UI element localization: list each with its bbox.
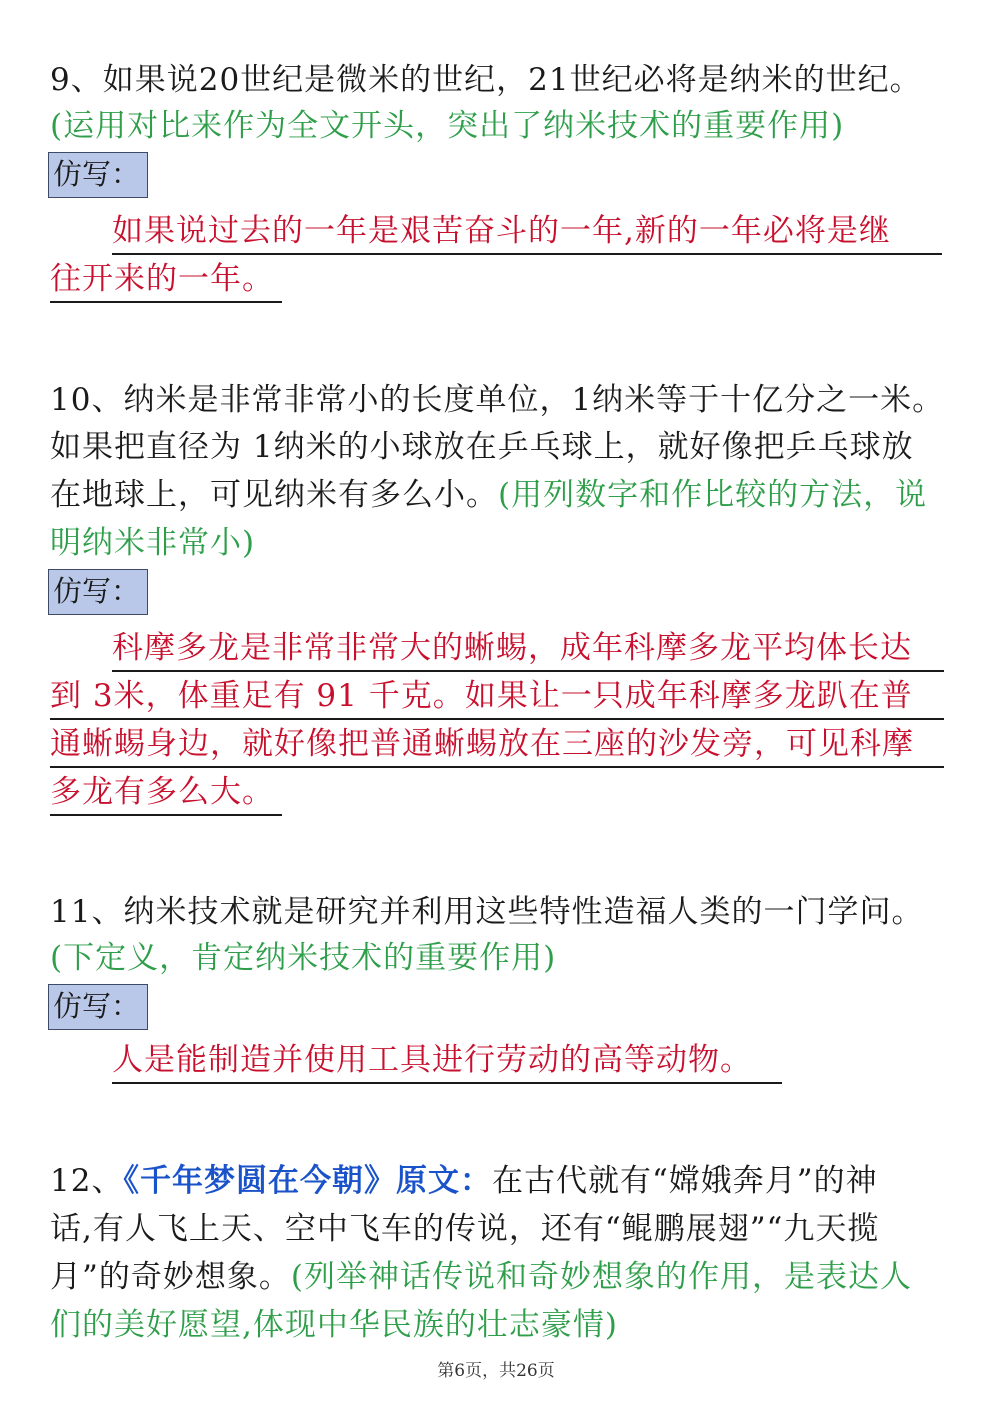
item9-imitation-label: 仿写：: [48, 152, 148, 198]
item12-line2: 话,有人飞上天、空中飞车的传说，还有“鲲鹏展翅”“九天揽: [50, 1211, 880, 1247]
item10-note-cont: 明纳米非常小): [50, 525, 256, 561]
item9-sentence: 9、如果说20世纪是微米的世纪，21世纪必将是纳米的世纪。: [50, 62, 922, 98]
item10-answer-line1: 科摩多龙是非常非常大的蜥蜴，成年科摩多龙平均体长达: [112, 624, 944, 672]
item11-imitation-label: 仿写：: [48, 984, 148, 1030]
item9-answer-line1: 如果说过去的一年是艰苦奋斗的一年,新的一年必将是继: [112, 207, 942, 255]
item10-line3: 在地球上，可见纳米有多么小。(用列数字和作比较的方法，说: [50, 477, 928, 513]
item11-answer: 人是能制造并使用工具进行劳动的高等动物。: [112, 1036, 782, 1084]
item10-line2: 如果把直径为 1纳米的小球放在乒乓球上，就好像把乒乓球放: [50, 429, 914, 465]
page-footer: 第6页，共26页: [437, 1361, 555, 1381]
item10-answer-line4: 多龙有多么大。: [50, 768, 282, 816]
item9-note: (运用对比来作为全文开头，突出了纳米技术的重要作用): [50, 108, 845, 144]
item10-imitation-label: 仿写：: [48, 569, 148, 615]
item10-answer-line2: 到 3米，体重足有 91 千克。如果让一只成年科摩多龙趴在普: [50, 672, 944, 720]
item10-line1: 10、纳米是非常非常小的长度单位，1纳米等于十亿分之一米。: [50, 382, 945, 418]
item12-note-cont: 们的美好愿望,体现中华民族的壮志豪情): [50, 1307, 618, 1343]
item9-answer-line2: 往开来的一年。: [50, 255, 282, 303]
item10-answer-line3: 通蜥蜴身边，就好像把普通蜥蜴放在三座的沙发旁，可见科摩: [50, 720, 944, 768]
item12-line3: 月”的奇妙想象。(列举神话传说和奇妙想象的作用，是表达人: [50, 1259, 912, 1295]
item11-sentence: 11、纳米技术就是研究并利用这些特性造福人类的一门学问。: [50, 894, 924, 930]
item11-note: (下定义，肯定纳米技术的重要作用): [50, 940, 557, 976]
item12-title: 《千年梦圆在今朝》原文：: [123, 1163, 492, 1199]
item12-line1: 12、《千年梦圆在今朝》原文：在古代就有“嫦娥奔月”的神: [50, 1163, 878, 1199]
